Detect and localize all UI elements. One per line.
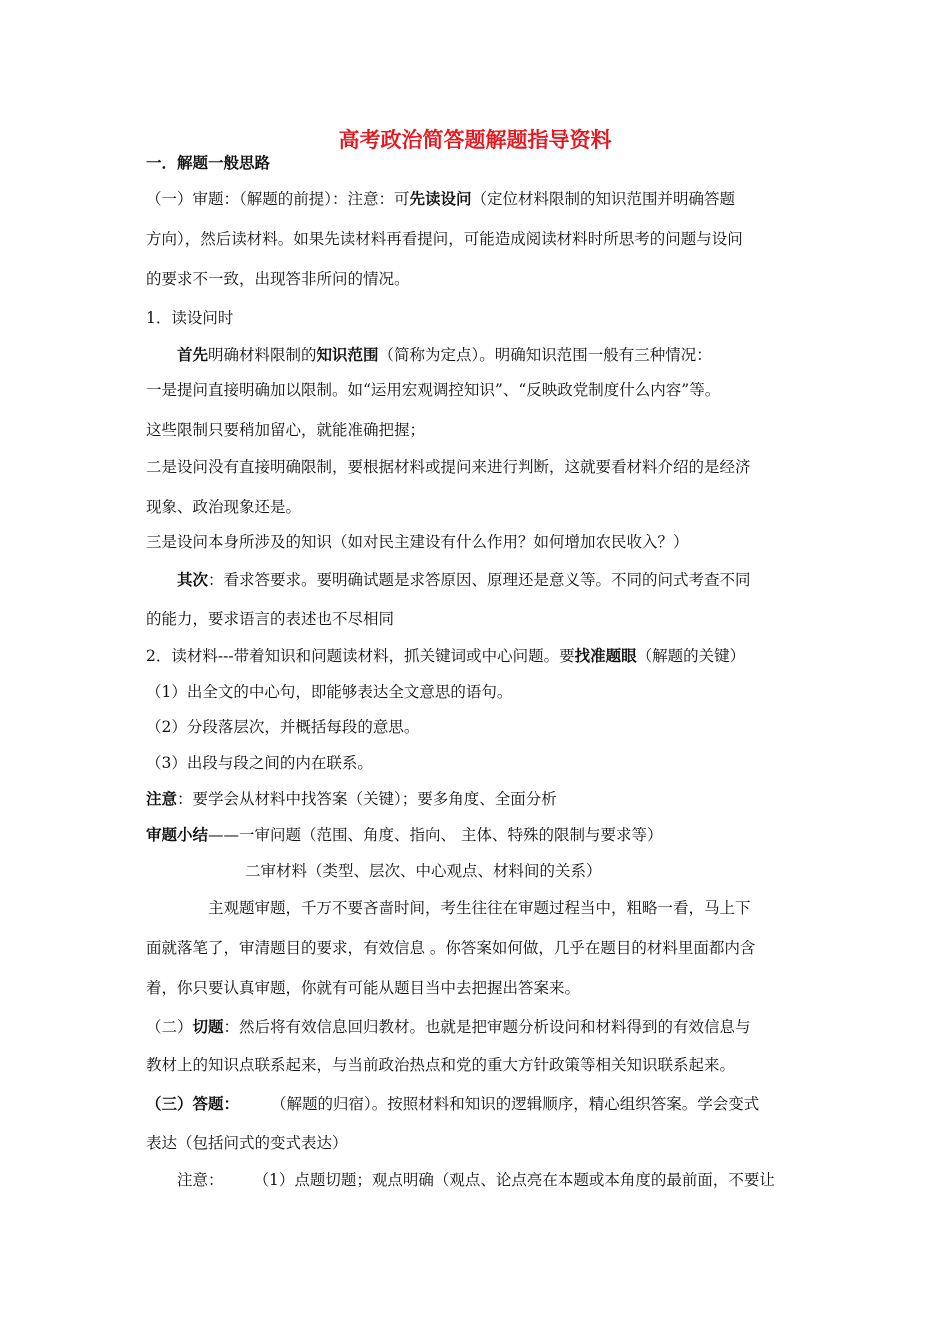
bold-text: 审题小结 bbox=[146, 826, 209, 844]
paragraph-line bbox=[177, 345, 712, 365]
text-run: （解题的关键） bbox=[636, 647, 746, 665]
bold-text: （三）答题： bbox=[146, 1095, 240, 1113]
paragraph-line: 二审材料（类型、层次、中心观点、材料间的关系） bbox=[245, 862, 602, 880]
text-run: （简称为定点）。明确知识范围一般有三种情况： bbox=[378, 346, 712, 364]
paragraph-line: 面就落笔了，审清题目的要求，有效信息 。你答案如何做，几乎在题目的材料里面都内含 bbox=[146, 939, 756, 957]
text-run: 2．读材料---带着知识和问题读材料，抓关键词或中心问题。要 bbox=[146, 647, 575, 665]
paragraph-line: 着，你只要认真审题，你就有可能从题目当中去把握出答案来。 bbox=[146, 979, 581, 997]
paragraph-line: （3）出段与段之间的内在联系。 bbox=[146, 754, 373, 772]
document-title: 高考政治简答题解题指导资料 bbox=[338, 128, 612, 152]
paragraph-line: 二是设问没有直接明确限制，要根据材料或提问来进行判断，这就要看材料介绍的是经济 bbox=[146, 458, 751, 476]
paragraph-line: 教材上的知识点联系起来，与当前政治热点和党的重大方针政策等相关知识联系起来。 bbox=[146, 1056, 736, 1074]
text-run: （解题的归宿）。按照材料和知识的逻辑顺序，精心组织答案。学会变式 bbox=[271, 1095, 760, 1113]
paragraph-line: （1）出全文的中心句，即能够表达全文意思的语句。 bbox=[146, 683, 513, 701]
text-run: （二） bbox=[146, 1018, 193, 1036]
text-run: （1）点题切题；观点明确（观点、论点亮在本题或本角度的最前面，不要让 bbox=[253, 1171, 775, 1189]
paragraph-line bbox=[177, 1170, 775, 1190]
paragraph-line: 表达（包括问式的变式表达） bbox=[146, 1134, 348, 1152]
text-run: 注意： bbox=[177, 1171, 224, 1189]
paragraph-line: 主观题审题，千万不要吝啬时间，考生往往在审题过程当中，粗略一看，马上下 bbox=[208, 899, 751, 917]
paragraph-line bbox=[146, 1094, 759, 1114]
paragraph-line: （2）分段落层次，并概括每段的意思。 bbox=[146, 718, 420, 736]
text-run: ：看求答要求。要明确试题是求答原因、原理还是意义等。不同的问式考查不同 bbox=[208, 571, 751, 589]
bold-text: 首先 bbox=[177, 346, 209, 364]
paragraph-line bbox=[177, 570, 751, 590]
section-heading-text: 一．解题一般思路 bbox=[146, 154, 271, 172]
paragraph-line: 现象、政治现象还是。 bbox=[146, 498, 302, 516]
paragraph-line: 一是提问直接明确加以限制。如“运用宏观调控知识”、“反映政党制度什么内容”等。 bbox=[146, 381, 721, 399]
paragraph-line bbox=[146, 825, 662, 845]
bold-text: 注意 bbox=[146, 790, 178, 808]
text-run: ：要学会从材料中找答案（关键）；要多角度、全面分析 bbox=[177, 790, 557, 808]
text-run: （定位材料限制的知识范围并明确答题 bbox=[471, 190, 736, 208]
paragraph-line bbox=[146, 1017, 751, 1037]
text-run: 明确材料限制的 bbox=[208, 346, 317, 364]
text-run: ——一审问题（范围、角度、指向、 主体、特殊的限制与要求等） bbox=[208, 826, 663, 844]
bold-text: 找准题眼 bbox=[574, 647, 637, 665]
section-heading bbox=[146, 153, 270, 173]
text-run: （一）审题：（解题的前提）：注意：可 bbox=[146, 190, 410, 208]
paragraph-line bbox=[146, 189, 735, 209]
paragraph-line: 的要求不一致，出现答非所问的情况。 bbox=[146, 270, 410, 288]
bold-text: 先读设问 bbox=[409, 190, 472, 208]
paragraph-line: 的能力，要求语言的表述也不尽相同 bbox=[146, 610, 395, 628]
paragraph-line bbox=[146, 789, 557, 809]
paragraph-line: 1．读设问时 bbox=[146, 309, 234, 327]
paragraph-line: 三是设问本身所涉及的知识（如对民主建设有什么作用？如何增加农民收入？） bbox=[146, 533, 689, 551]
paragraph-line: 这些限制只要稍加留心，就能准确把握； bbox=[146, 421, 426, 439]
bold-text: 知识范围 bbox=[316, 346, 379, 364]
bold-text: 切题 bbox=[192, 1018, 224, 1036]
text-run: ：然后将有效信息回归教材。也就是把审题分析设问和材料得到的有效信息与 bbox=[223, 1018, 751, 1036]
bold-text: 其次 bbox=[177, 571, 209, 589]
paragraph-line: 方向），然后读材料。如果先读材料再看提问，可能造成阅读材料时所思考的问题与设问 bbox=[146, 230, 743, 248]
paragraph-line bbox=[146, 646, 745, 666]
